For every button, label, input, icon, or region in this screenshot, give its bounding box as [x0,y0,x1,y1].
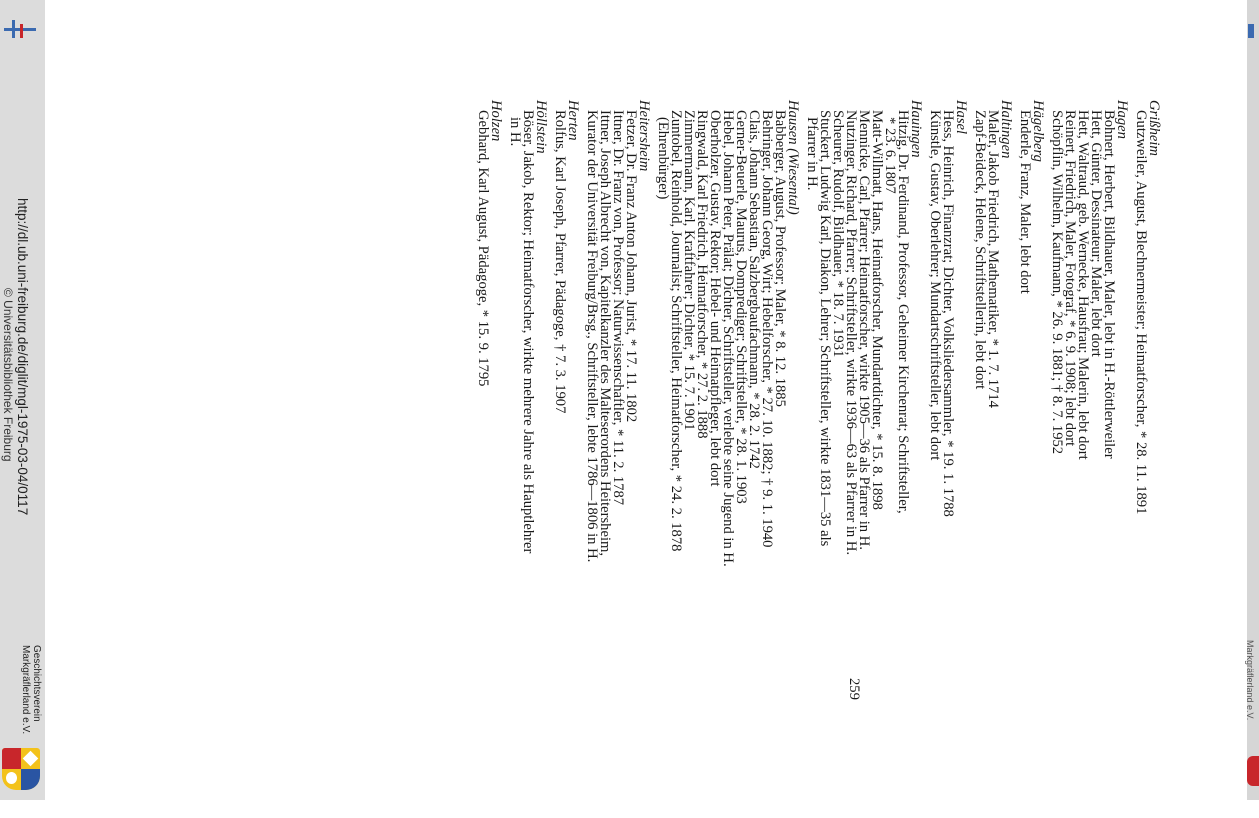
entry-line: * 23. 6. 1807 [882,117,898,194]
place-heading: Hasel [953,100,969,135]
place-heading: Holzen [488,100,504,142]
place-heading: Hägelberg [1030,100,1046,162]
copyright-notice: © Universitätsbibliothek Freiburg [1,288,15,462]
entry-line: Reinert, Friedrich, Maler, Fotograf, * 6. 9. 1908; lebt dort [1062,110,1078,447]
entry-line: Stuckert, Ludwig Karl, Diakon, Lehrer; Schriftsteller, wirkte 1831—35 als [817,110,833,547]
navigation-icon[interactable] [4,18,36,40]
place-heading: Heitersheim [636,100,652,172]
entry-line: Hitzig, Dr. Ferdinand, Professor, Geheimer Kirchenrat; Schriftsteller, [895,110,911,514]
entry-line: (Ehrenbürger) [655,117,671,200]
entry-line: Hebel, Johann Peter, Prälat; Dichter, Schriftsteller, verlebte seine Jugend in H. [720,110,736,567]
entry-line: Fetzer, Dr. Franz Anton Johann, Jurist, * 17. 11. 1802 [623,110,639,423]
entry-line: Gutzweiler, August, Blechnermeister; Heimatforscher, * 28. 11. 1891 [1133,110,1149,515]
publisher-crest-icon [2,748,40,790]
entry-line: Scheurer, Rudolf, Bildhauer, * 18. 7. 1931 [830,110,846,358]
entry-line: Künstle, Gustav, Oberlehrer; Mundartschriftsteller, lebt dort [927,110,943,461]
entry-line: Gebhard, Karl August, Pädagoge, * 15. 9. 1795 [475,110,491,387]
publisher-line-2: Markgräflerland e.V. [20,645,31,735]
entry-line: Kurator der Universität Freiburg/Brsg., Schriftsteller, lebte 1786—1806 in H. [584,110,600,563]
entry-line: Behringer, Johann Georg, Wirt; Hebelforscher, * 27. 10. 1882; † 9. 1. 1940 [759,110,775,548]
entry-line: Hett, Günter, Dessinateur; Maler, lebt dort [1088,110,1104,357]
page-number: 259 [846,678,862,700]
entry-line: Böser, Jakob, Rektor; Heimatforscher, wirkte mehrere Jahre als Hauptlehrer [520,110,536,554]
place-heading: Haltingen [998,100,1014,159]
entry-line: Zimmermann, Karl, Kraftfahrer; Dichter, * 15. 7. 1901 [681,110,697,431]
entry-line: Mennicke, Carl, Pfarrer; Heimatforscher, wirkte 1905—36 als Pfarrer in H. [856,110,872,550]
next-page-icon[interactable] [1248,24,1254,38]
entry-line: Maler, Jakob Friedrich, Mathematiker, * 1. 7. 1714 [985,110,1001,408]
document-url[interactable]: http://dl.ub.uni-freiburg.de/diglit/mgl-1975-03-04/0117 [15,198,30,516]
entry-line: Zuntobel, Reinhold, Journalist; Schriftsteller, Heimatforscher, * 24. 2. 1878 [668,110,684,552]
place-heading: Höllstein [533,100,549,154]
entry-line: in H. [507,117,523,147]
entry-line: Pfarrer in H. [804,117,820,191]
entry-line: Enderle, Franz, Maler, lebt dort [1017,110,1033,294]
place-heading: Herten [565,100,581,141]
entry-line: Hett, Waltraud, geb. Wernecke, Hausfrau; Malerin, lebt dort [1075,110,1091,460]
right-crest-icon [1247,756,1259,786]
entry-line: Ittner, Joseph Albrecht von, Kapitelkanzler des Malteserordens Heitersheim, [597,110,613,557]
publisher-line-1: Geschichtsverein [31,645,42,722]
entry-line: Zapf-Beideck, Helene, Schriftstellerin, lebt dort [972,110,988,390]
entry-line: Gerner-Beuerle, Maurus, Domprediger; Schriftsteller, * 28. 1. 1903 [733,110,749,504]
entry-line: Clais, Johann Sebastian, Salzbergbaufachmann, * 28. 2. 1742 [746,110,762,469]
right-strip-text: Markgräflerland e.V. [1245,640,1255,721]
publisher-name [20,645,42,734]
entry-line: Oberholzer, Gustav, Rektor; Hebel- und Heimatpfleger, lebt dort [707,110,723,487]
entry-line: Nutzinger, Richard, Pfarrer; Schriftsteller, wirkte 1936—63 als Pfarrer in H. [843,110,859,556]
place-heading: Hauingen [908,100,924,158]
place-heading: Hagen [1114,100,1130,139]
entry-line: Ringwald, Karl Friedrich, Heimatforscher, * 27. 2. 1888 [694,110,710,439]
entry-line: Ittner, Dr. Franz von, Professor; Naturwissenschaftler, * 11. 2. 1787 [610,110,626,506]
entry-line: Schöpflin, Wilhelm, Kaufmann, * 26. 9. 1881; † 8. 7. 1952 [1049,110,1065,455]
place-heading: Hausen (Wiesental) [785,100,801,215]
entry-line: Rolfus, Karl Joseph, Pfarrer, Pädagoge, † 7. 3. 1907 [552,110,568,414]
entry-line: Matt-Willmatt, Hans, Heimatforscher, Mundartdichter, * 15. 8. 1898 [869,110,885,510]
entry-line: Bohnert, Herbert, Bildhauer, Maler, lebt in H.-Röttlerweiler [1101,110,1117,459]
page-content [160,100,1160,740]
place-heading: Grißheim [1146,100,1162,156]
entry-line: Hess, Heinrich, Finanzrat; Dichter, Volksliedersammler, * 19. 1. 1788 [940,110,956,517]
entry-line: Babberger, August, Professor; Maler, * 8. 12. 1885 [772,110,788,407]
